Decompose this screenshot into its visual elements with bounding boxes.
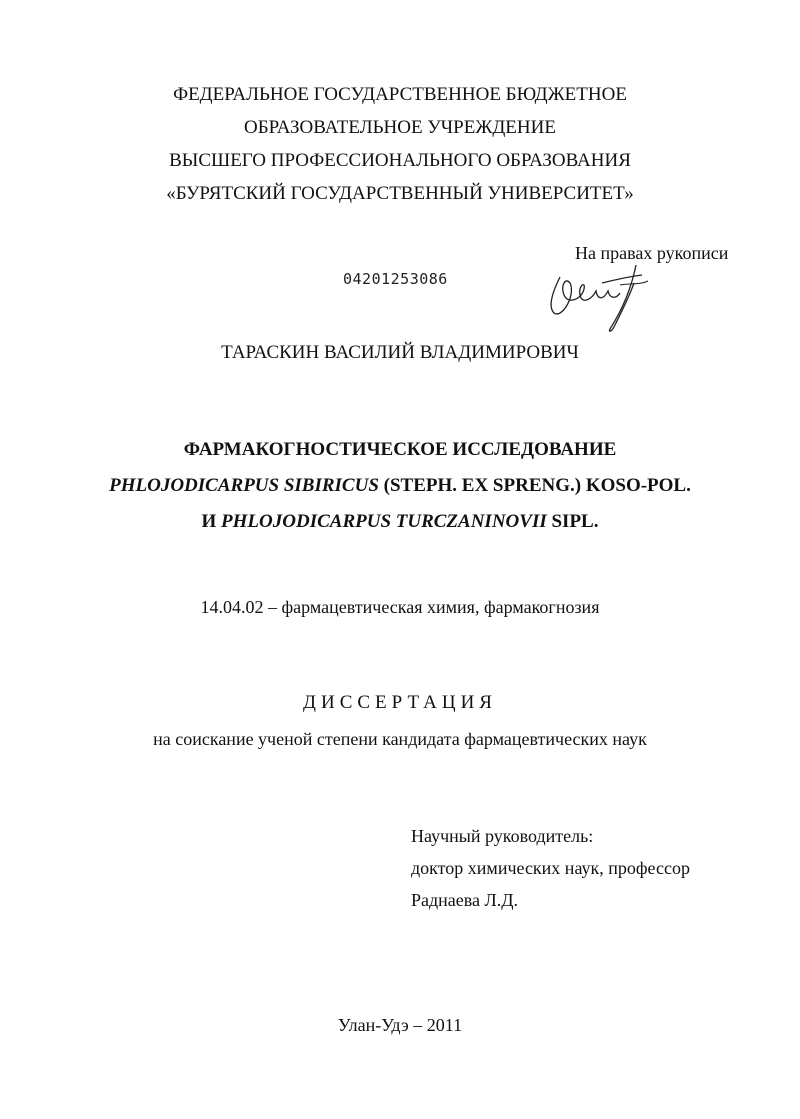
title-part-4-italic: PHLOJODICARPUS TURCZANINOVII (221, 511, 547, 532)
specialty-code: 14.04.02 – фармацевтическая химия, фармакогнозия (200, 597, 600, 617)
title-part-3: (STEPH. EX SPRENG.) KOSO-POL. И (201, 475, 691, 532)
dissertation-subtitle: на соискание ученой степени кандидата фармацевтических наук (153, 729, 647, 749)
title-part-5: SIPL. (546, 511, 599, 532)
institution-line-1: ФЕДЕРАЛЬНОЕ ГОСУДАРСТВЕННОЕ БЮДЖЕТНОЕ (173, 84, 627, 105)
city-year: Улан-Удэ – 2011 (337, 1015, 463, 1035)
author-name: ТАРАСКИН ВАСИЛИЙ ВЛАДИМИРОВИЧ (221, 342, 579, 363)
title-part-2-italic: PHLOJODICARPUS SIBIRICUS (109, 475, 379, 496)
manuscript-rights-note: На правах рукописи (575, 243, 729, 263)
institution-line-4: «БУРЯТСКИЙ ГОСУДАРСТВЕННЫЙ УНИВЕРСИТЕТ» (166, 183, 634, 204)
signature-icon (540, 255, 670, 335)
dissertation-title (100, 432, 700, 540)
institution-line-2: ОБРАЗОВАТЕЛЬНОЕ УЧРЕЖДЕНИЕ (244, 117, 556, 138)
institution-line-3: ВЫСШЕГО ПРОФЕССИОНАЛЬНОГО ОБРАЗОВАНИЯ (169, 150, 631, 171)
supervisor-label: Научный руководитель: (411, 826, 594, 846)
supervisor-name: Раднаева Л.Д. (411, 890, 519, 910)
supervisor-degree: доктор химических наук, профессор (411, 858, 690, 878)
institution-block (0, 78, 800, 210)
dissertation-heading: ДИССЕРТАЦИЯ (303, 692, 497, 713)
title-part-1: ФАРМАКОГНОСТИЧЕСКОЕ ИССЛЕДОВАНИЕ (183, 439, 617, 460)
document-code: 04201253086 (343, 270, 448, 288)
